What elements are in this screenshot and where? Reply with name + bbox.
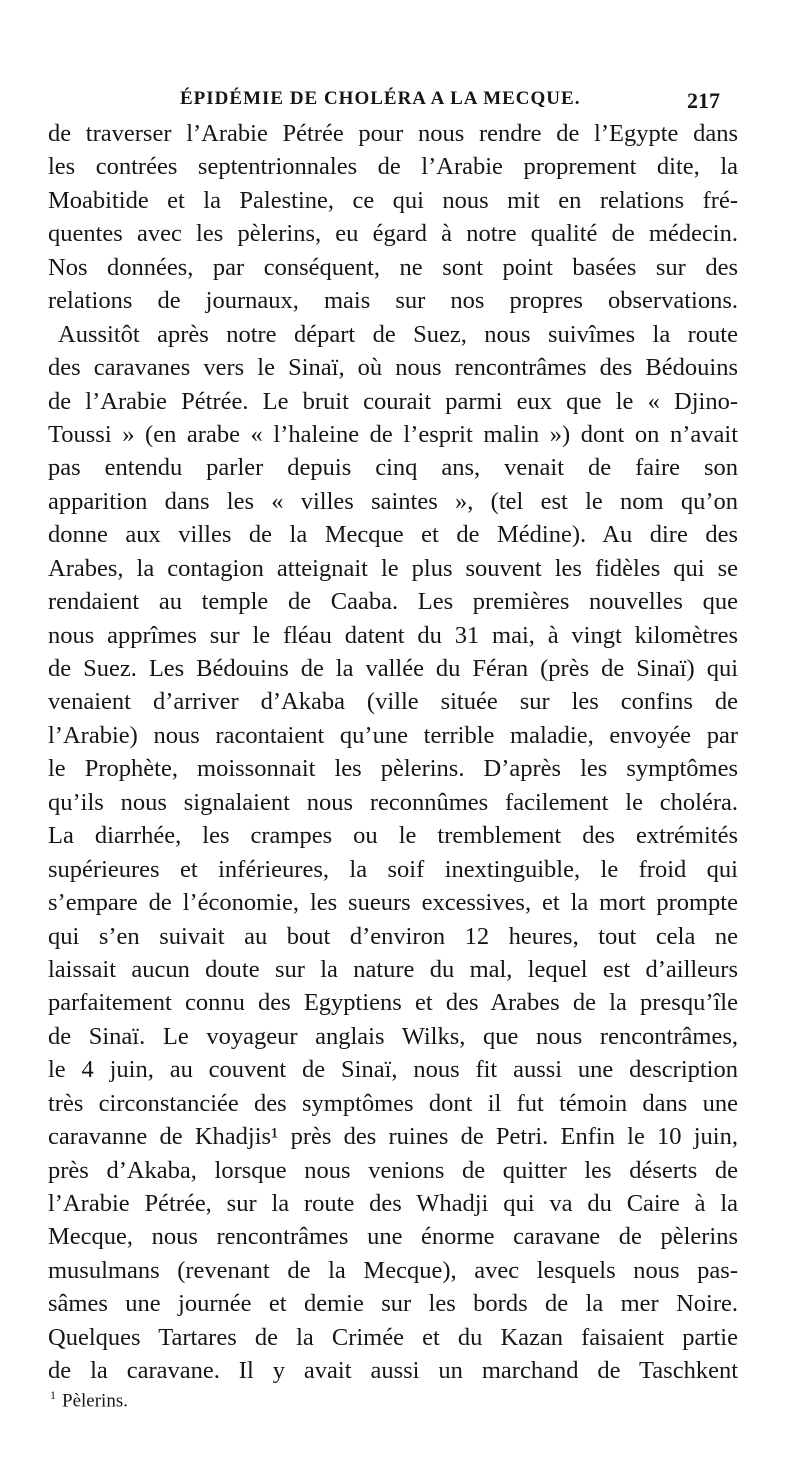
text-line: musulmans (revenant de la Mecque), avec lesquels nous pas- [48,1256,738,1284]
text-line: Nos données, par conséquent, ne sont point basées sur des [48,253,738,281]
text-line: Quelques Tartares de la Crimée et du Kazan faisaient partie [48,1323,738,1351]
text-line: venaient d’arriver d’Akaba (ville située sur les confins de [48,688,738,716]
text-line: apparition dans les « villes saintes », (tel est le nom qu’on [48,487,738,515]
text-line: caravanne de Khadjis¹ près des ruines de Petri. Enfin le 10 juin, [48,1123,738,1151]
text-line: de Sinaï. Le voyageur anglais Wilks, que nous rencontrâmes, [48,1022,738,1050]
text-line: donne aux villes de la Mecque et de Médine). Au dire des [48,521,738,549]
text-line: l’Arabie) nous racontaient qu’une terrible maladie, envoyée par [48,721,738,749]
text-line: s’empare de l’économie, les sueurs excessives, et la mort prompte [48,889,738,917]
page-header [180,88,720,112]
text-line: parfaitement connu des Egyptiens et des Arabes de la presqu’île [48,989,738,1017]
text-line: relations de journaux, mais sur nos propres observations. [48,287,738,315]
footnote-text: Pèlerins. [62,1390,128,1412]
text-line: Mecque, nous rencontrâmes une énorme caravane de pèlerins [48,1223,738,1251]
running-title: ÉPIDÉMIE DE CHOLÉRA A LA MECQUE. [180,88,581,109]
text-line: nous apprîmes sur le fléau datent du 31 mai, à vingt kilomètres [48,621,738,649]
text-line: Aussitôt après notre départ de Suez, nous suivîmes la route [58,320,738,348]
text-line: Toussi » (en arabe « l’haleine de l’esprit malin ») dont on n’avait [48,420,738,448]
body-text [48,117,738,1388]
text-line: rendaient au temple de Caaba. Les premières nouvelles que [48,588,738,616]
text-line: de Suez. Les Bédouins de la vallée du Féran (près de Sinaï) qui [48,655,738,682]
text-line: Arabes, la contagion atteignait le plus souvent les fidèles qui se [48,554,738,582]
page-number: 217 [687,88,720,113]
text-line: quentes avec les pèlerins, eu égard à notre qualité de médecin. [48,220,738,248]
text-line: près d’Akaba, lorsque nous venions de quitter les déserts de [48,1156,738,1184]
text-line: qui s’en suivait au bout d’environ 12 heures, tout cela ne [48,922,738,950]
text-line: laissait aucun doute sur la nature du mal, lequel est d’ailleurs [48,955,738,983]
footnote-marker: 1 [50,1388,56,1402]
text-line: sâmes une journée et demie sur les bords de la mer Noire. [48,1290,738,1318]
text-line: le Prophète, moissonnait les pèlerins. D’après les symptômes [48,755,738,783]
text-line: les contrées septentrionnales de l’Arabie proprement dite, la [48,153,738,181]
text-line: de traverser l’Arabie Pétrée pour nous rendre de l’Egypte dans [48,120,738,147]
text-line: supérieures et inférieures, la soif inextinguible, le froid qui [48,855,738,883]
text-line: très circonstanciée des symptômes dont il fut témoin dans une [48,1089,738,1117]
text-line: le 4 juin, au couvent de Sinaï, nous fit aussi une description [48,1056,738,1084]
text-line: de l’Arabie Pétrée. Le bruit courait parmi eux que le « Djino- [48,387,738,415]
text-line: pas entendu parler depuis cinq ans, venait de faire son [48,454,738,482]
footnote [50,1388,128,1412]
text-line: de la caravane. Il y avait aussi un marchand de Taschkent [48,1357,738,1385]
text-line: La diarrhée, les crampes ou le tremblement des extrémités [48,822,738,850]
text-line: Moabitide et la Palestine, ce qui nous mit en relations fré- [48,186,738,214]
text-line: qu’ils nous signalaient nous reconnûmes facilement le choléra. [48,788,738,816]
text-line: l’Arabie Pétrée, sur la route des Whadji qui va du Caire à la [48,1190,738,1217]
text-line: des caravanes vers le Sinaï, où nous rencontrâmes des Bédouins [48,354,738,382]
